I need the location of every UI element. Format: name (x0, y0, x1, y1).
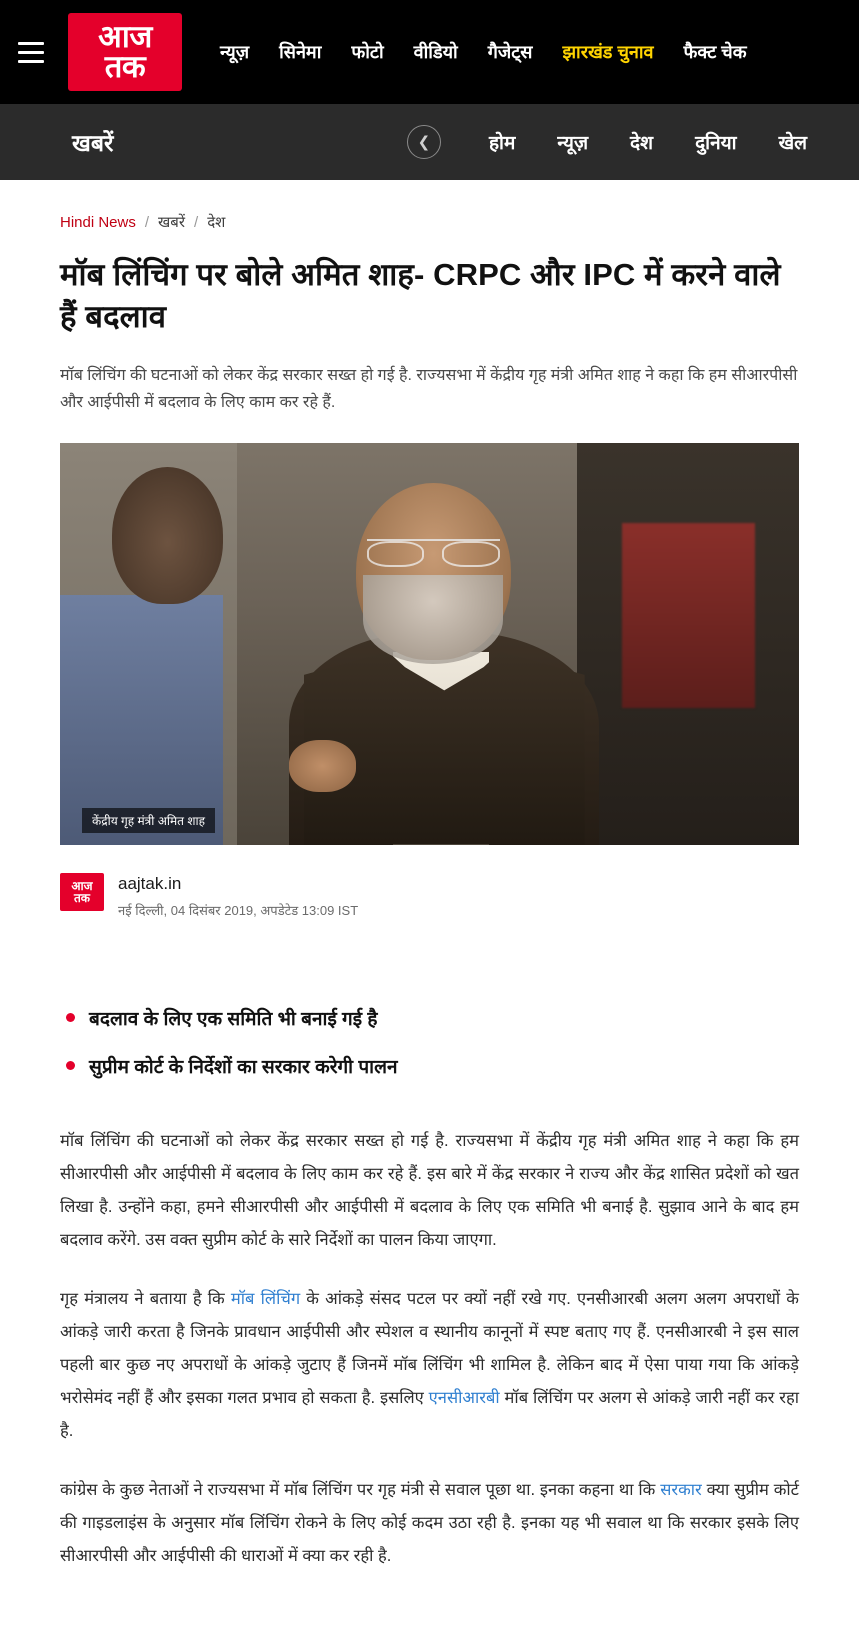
article-paragraph (60, 1474, 799, 1573)
primary-nav (220, 40, 841, 64)
hero-subject-beard (363, 575, 503, 663)
nav-item-gadgets[interactable]: गैजेट्स (487, 42, 533, 62)
hamburger-line (18, 51, 44, 54)
paragraph-text: कांग्रेस के कुछ नेताओं ने राज्यसभा में मॉब लिंचिंग पर गृह मंत्री से सवाल पूछा था. इनका कहना था कि (60, 1480, 661, 1499)
highlight-item (66, 1005, 799, 1031)
highlight-item (66, 1053, 799, 1079)
breadcrumb-item-hindi-news[interactable]: Hindi News (60, 213, 136, 231)
breadcrumb-separator: / (144, 213, 150, 231)
article-paragraph (60, 1283, 799, 1448)
byline-text (118, 873, 358, 919)
page-title: मॉब लिंचिंग पर बोले अमित शाह- CRPC और IPC में करने वाले हैं बदलाव (60, 257, 781, 334)
aajtak-logo-text (98, 19, 152, 84)
byline-logo-line-1: आज (71, 878, 93, 893)
image-caption: केंद्रीय गृह मंत्री अमित शाह (82, 808, 215, 833)
nav-item-photo[interactable]: फोटो (351, 42, 384, 62)
hero-red-seat (622, 523, 755, 708)
nav-item-news[interactable]: न्यूज़ (220, 42, 250, 62)
byline-source[interactable]: aajtak.in (118, 873, 182, 893)
secondary-nav (407, 125, 833, 159)
byline-datetime: नई दिल्ली, 04 दिसंबर 2019, अपडेटेड 13:09 IST (118, 902, 359, 918)
hamburger-menu-icon[interactable] (18, 37, 52, 67)
highlight-text: सुप्रीम कोर्ट के निर्देशों का सरकार करेगी पालन (89, 1056, 398, 1078)
logo-line-2: तक (104, 49, 146, 84)
aajtak-logo[interactable] (68, 13, 182, 91)
subnav-item-duniya[interactable]: दुनिया (695, 133, 737, 154)
byline-logo-text (71, 880, 92, 904)
article-container (0, 180, 859, 1629)
subnav-item-home[interactable]: होम (488, 133, 516, 154)
section-title: खबरें (72, 130, 114, 156)
byline-aajtak-logo (60, 873, 104, 911)
paragraph-text: के आंकड़े संसद पटल पर क्यों नहीं रखे गए. एनसीआरबी अलग अलग अपराधों के आंकड़े जारी करता है जिनके प्रावधान आईपीसी और स्पेशल व स्थानीय कानूनों में स्पष्ट बताए गए हैं. एनसीआरबी ने इस साल पहली बार कुछ नए अपराधों के आंकड़े जुटाए हैं जिनमें मॉब लिंचिंग भी शामिल है. लेकिन बाद में ऐसा पाया गया कि आंकड़े भरोसेमंद नहीं हैं और इसका गलत प्रभाव हो सकता है. इसलिए (60, 1289, 799, 1407)
paragraph-text: मॉब लिंचिंग की घटनाओं को लेकर केंद्र सरकार सख्त हो गई है. राज्यसभा में केंद्रीय गृह मंत्री अमित शाह ने कहा कि हम सीआरपीसी और आईपीसी में बदलाव के लिए काम कर रहे हैं. इस बारे में केंद्र सरकार ने राज्य और केंद्र शासित प्रदेशों को खत लिखा है. उन्होंने कहा, हमने सीआरपीसी और आईपीसी में बदलाव के लिए एक समिति भी बनाई है. सुझाव आने के बाद हम बदलाव करेंगे. उस वक्त सुप्रीम कोर्ट के सारे निर्देशों का पालन किया जाएगा. (60, 1131, 799, 1249)
byline-logo-line-2: तक (73, 890, 91, 905)
breadcrumb-item-desh[interactable]: देश (207, 214, 226, 231)
paragraph-text: क्या सुप्रीम कोर्ट की गाइडलाइंस के अनुसार मॉब लिंचिंग रोकने के लिए कोई कदम उठा रही है. इनका यह भी सवाल था कि सरकार इसके लिए सीआरपीसी और आईपीसी की धाराओं में क्या कर रही है. (60, 1480, 799, 1565)
article-paragraph (60, 1125, 799, 1257)
hero-subject-glasses (367, 539, 500, 563)
article-body (60, 1125, 799, 1629)
nav-item-fact-check[interactable]: फैक्ट चेक (683, 42, 747, 62)
hamburger-line (18, 42, 44, 45)
inline-link-sarkar[interactable]: सरकार (660, 1480, 702, 1499)
nav-item-jharkhand-chunav[interactable]: झारखंड चुनाव (562, 42, 654, 62)
nav-item-cinema[interactable]: सिनेमा (279, 42, 322, 62)
subnav-item-news[interactable]: न्यूज़ (557, 133, 589, 154)
subnav-item-desh[interactable]: देश (630, 133, 654, 154)
bullet-dot-icon (66, 1061, 75, 1070)
article-standfirst: मॉब लिंचिंग की घटनाओं को लेकर केंद्र सरकार सख्त हो गई है. राज्यसभा में केंद्रीय गृह मंत्री अमित शाह ने कहा कि हम सीआरपीसी और आईपीसी में बदलाव के लिए काम कर रहे हैं. (60, 366, 798, 412)
breadcrumb-separator: / (194, 213, 199, 231)
chevron-left-icon[interactable]: ❮ (407, 125, 441, 159)
top-navigation-bar (0, 0, 859, 104)
paragraph-text: मॉब लिंचिंग पर अलग से आंकड़े जारी नहीं कर रहा है. (60, 1388, 800, 1440)
bullet-dot-icon (66, 1013, 75, 1022)
hero-subject-hand (289, 740, 356, 792)
inline-link-mob-lynching[interactable]: मॉब लिंचिंग (230, 1289, 301, 1308)
subnav-item-khel[interactable]: खेल (778, 133, 807, 154)
hero-background-person (112, 467, 223, 604)
breadcrumb-item-khabren[interactable]: खबरें (158, 214, 186, 231)
breadcrumb (60, 180, 799, 232)
inline-link-ncrb[interactable]: एनसीआरबी (428, 1388, 500, 1407)
paragraph-text: गृह मंत्रालय ने बताया है कि (60, 1289, 231, 1308)
hamburger-line (18, 60, 44, 63)
logo-line-1: आज (98, 19, 152, 55)
byline (60, 873, 799, 919)
highlight-text: बदलाव के लिए एक समिति भी बनाई गई है (89, 1008, 378, 1030)
nav-item-video[interactable]: वीडियो (413, 42, 458, 62)
section-navigation-bar (0, 104, 859, 180)
article-highlights (60, 1005, 799, 1079)
article-hero-image (60, 443, 799, 845)
